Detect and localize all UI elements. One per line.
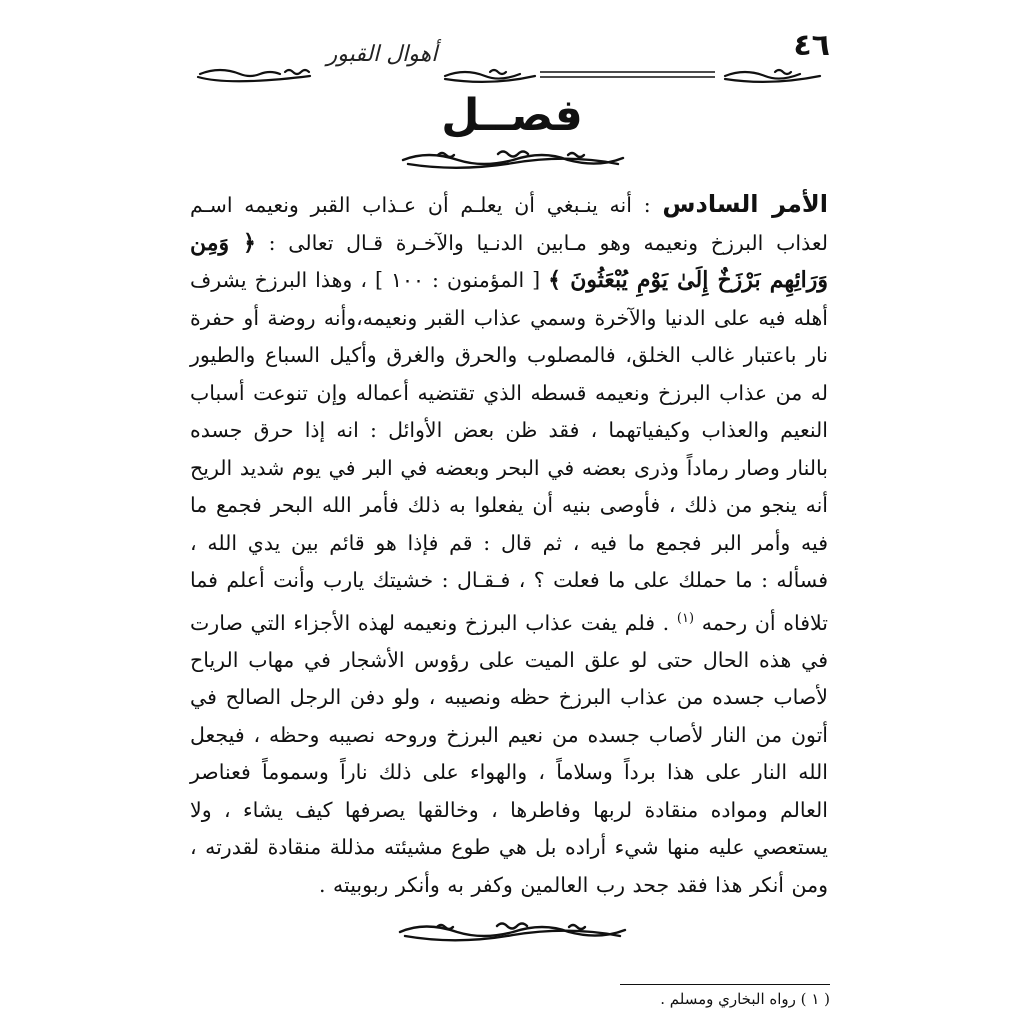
text-segment: [ المؤمنون : ١٠٠ ] ، وهذا البرزخ يشرف أهله فيه على الدنيا والآخرة وسمي عذاب القبر ونعيمه،وأنه روضة أو حفرة نار باعتبار غالب الخلق، فالمصلوب والحرق والغرق وأكيل السباع والطيور له من عذاب البرزخ ونعيمه قسطه الذي تقتضيه أعماله وإن تنوعت أسباب النعيم والعذاب وكيفياتهما ، فقد ظن بعض الأوائل : انه إذا حرق جسده بالنار وصار رماداً وذرى بعضه في البحر وبعضه في البر في يوم شديد الريح أنه ينجو من ذلك ، فأوصى بنيه أن يفعلوا به ذلك فأمر الله البحر فجمع ما فيه وأمر البر فجمع ما فيه ، ثم قال : قم فإذا هو قائم بين يدي الله ، فسأله : ما حملك على ما فعلت ؟ ، فـقـال : خشيتك يارب وأنت أعلم فما تلافاه أن رحمه	[190, 268, 828, 635]
quran-verse: ﴿ وَمِن وَرَائِهِم بَرْزَخٌ إِلَىٰ يَوْمِ يُبْعَثُونَ ﴾	[190, 229, 828, 293]
page-header	[190, 28, 830, 98]
footnote: ( ١ ) رواه البخاري ومسلم .	[660, 990, 830, 1008]
footnote-reference: (١)	[676, 610, 695, 626]
title-ornament	[398, 148, 628, 172]
section-title: فصــل	[441, 90, 583, 141]
body-text	[190, 186, 828, 904]
lead-term: الأمر السادس	[662, 190, 828, 218]
footnote-rule	[620, 984, 830, 985]
page-number: ٤٦	[793, 28, 830, 63]
end-ornament	[395, 918, 630, 946]
text-segment: : أنه ينـبغي أن يعلـم أن عـذاب القبر ونعيمه اسـم لعذاب البرزخ ونعيمه وهو مـابين الدنـيا والآخـرة قـال تعالى :	[190, 193, 828, 255]
paragraph	[190, 186, 828, 904]
text-segment: . فلم يفت عذاب البرزخ ونعيمه لهذه الأجزاء التي صارت في هذه الحال حتى لو علق الميت على رؤوس الأشجار في مهاب الرياح لأصاب جسده من عذاب البرزخ حظه ونصيبه ، ولو دفن الرجل الصالح في أتون من النار لأصاب جسده من نعيم البرزخ وروحه نصيبه وحظه ، فيجعل الله النار على هذا برداً وسلاماً ، والهواء على ذلك ناراً وسموماً فعناصر العالم ومواده منقادة لربها وفاطرها ، وخالقها يصرفها كيف يشاء ، ولا يستعصي عليه منها شيء أراده بل هي طوع مشيئته مذللة منقادة لقدرته ، ومن أنكر هذا فقد جحد رب العالمين وكفر به وأنكر ربوبيته .	[190, 610, 828, 897]
running-title: أهوال القبور	[326, 42, 438, 67]
